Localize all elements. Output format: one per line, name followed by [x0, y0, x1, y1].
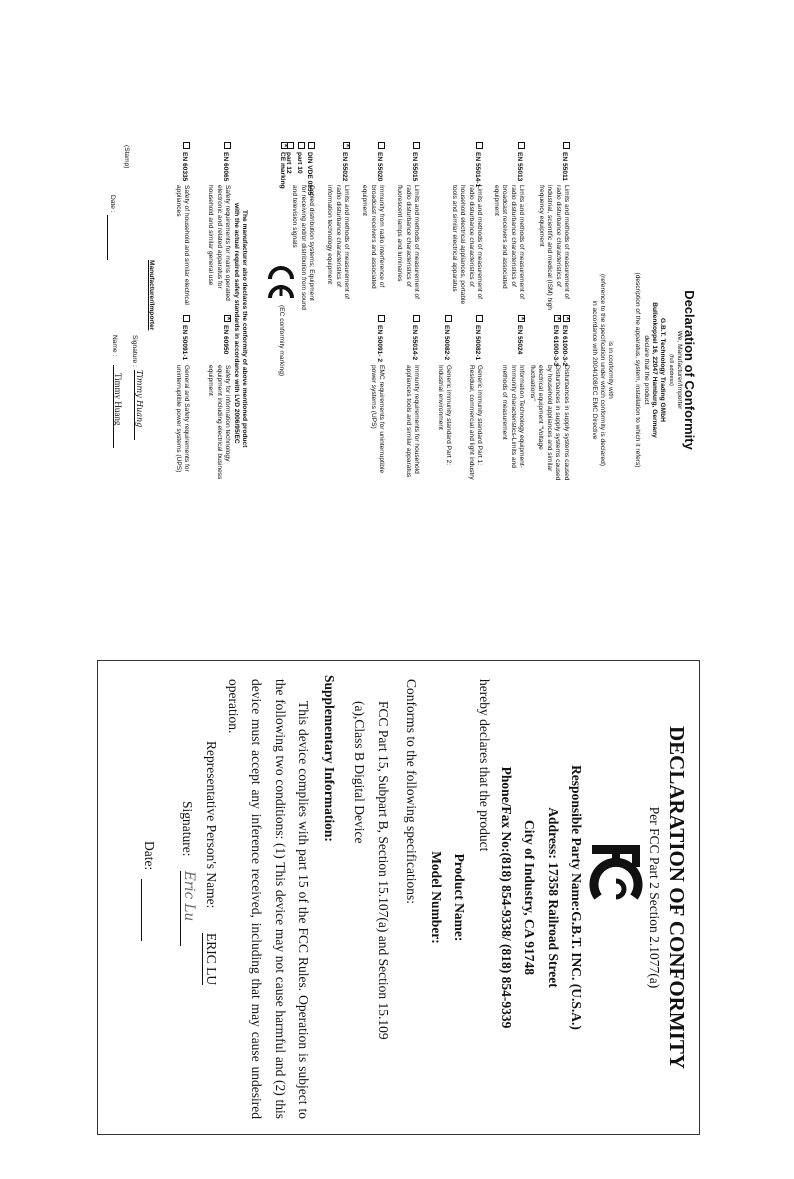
checkbox[interactable]	[476, 142, 483, 149]
standard-description: Generic immunity standard Part 1: Residual, commercial and light industry	[467, 365, 483, 480]
standard-label	[221, 142, 231, 181]
checkbox[interactable]	[413, 142, 420, 149]
standard-description: Disturbances in supply systems caused	[563, 365, 570, 481]
checkbox[interactable]	[281, 142, 288, 149]
checkbox[interactable]	[518, 142, 525, 149]
ce-address: Bullenkoppel 16, 22047 Hamburg, Germany	[651, 302, 658, 438]
ce-company: G.B.T. Technology Trading GMbH	[659, 318, 666, 422]
fcc-spec1: FCC Part 15, Subpart B, Section 15.107(a) and Section 15.109	[376, 701, 391, 1040]
standard-label	[410, 142, 420, 181]
ce-date-label: Date :	[109, 195, 116, 213]
checkbox[interactable]	[518, 315, 525, 322]
standard-code: EN 55024	[516, 325, 523, 355]
standard-code: EN 55022	[341, 152, 348, 182]
fcc-date-label: Date:	[142, 841, 157, 871]
standard-code: EN 50082-1	[474, 325, 481, 361]
ce-name: Timmy Huang	[113, 365, 122, 448]
standard-code: EN 60335	[181, 152, 188, 182]
standard-description: Limits and methods of measurement of radio disturbance characteristics of broadcast receivers and associated equipment	[493, 185, 525, 299]
ce-title: Declaration of Conformity	[682, 290, 697, 450]
ce-full-address: (full address)	[668, 354, 674, 386]
standard-description: Safety for information technology equipment including electrical business equipment	[207, 365, 231, 480]
standard-description: Limits and methods of measurement of radio disturbance characteristics of information technology equipment	[326, 185, 350, 299]
fcc-phone: Phone/Fax No:(818) 854-9338/ (818) 854-9339	[499, 766, 514, 1029]
ce-mark-logo	[267, 263, 295, 301]
standard-label	[221, 315, 231, 354]
standard-label	[278, 142, 288, 189]
checkbox[interactable]	[563, 315, 570, 322]
standard-label	[375, 142, 385, 181]
standard-code: EN 50091- 2	[376, 325, 383, 363]
ce-we: We, Manufacturer/Importer	[676, 330, 683, 410]
standard-code: part 10	[295, 152, 303, 174]
ce-declaration	[100, 130, 705, 610]
standard-description: Safety requirements for mains operated electronic and related apparatus for household and similar general use	[207, 185, 231, 301]
standard-code: EN 60065	[222, 152, 229, 182]
checkbox[interactable]	[378, 142, 385, 149]
ce-reference: (reference to the specification under which conformity is declared)	[599, 273, 606, 467]
ce-signature-label: Signature :	[131, 335, 138, 367]
fcc-subtitle: Per FCC Part 2 Section 2.1077(a)	[647, 806, 662, 989]
standard-description: Immunity requirements for household appliances tools and similar apparatus	[404, 365, 420, 478]
standard-description: Information Technology equipment-Immunity characteristics-Limits and methods of measurement	[501, 365, 525, 468]
standard-label	[180, 142, 190, 181]
ce-stamp: (Stamp)	[123, 145, 130, 169]
standard-code: EN 55015	[411, 152, 418, 182]
checkbox[interactable]	[343, 142, 350, 149]
standard-label	[180, 315, 190, 360]
checkbox[interactable]	[308, 142, 315, 149]
ce-mark-caption: (EC conformity marking)	[278, 305, 285, 377]
standard-description: General and Safety requirements for uninterruptible power systems (UPS)	[174, 365, 190, 473]
standard-code: part 12	[285, 152, 293, 174]
standard-code: CE marking	[279, 152, 286, 189]
fcc-supp-text: This device complies with part 15 of the FCC Rules. Operation is subject to the following two conditions: (1) This device may not cause harmful and (2) this device must accept any inference received, including that may cause undesired operation.	[226, 679, 311, 1119]
fcc-signature-label: Signature:	[180, 801, 195, 857]
standard-label	[375, 315, 385, 362]
standard-label	[473, 142, 483, 187]
checkbox[interactable]	[445, 315, 452, 322]
checkbox[interactable]	[413, 315, 420, 322]
standard-description: Immunity from radio interference of broadcast receivers and associated equipment	[361, 185, 385, 289]
fcc-party: Responsible Party Name:G.B.T. INC. (U.S.A.)	[569, 765, 584, 1030]
checkbox[interactable]	[183, 142, 190, 149]
fcc-conforms: Conforms to the following specifications:	[404, 679, 419, 904]
checkbox[interactable]	[298, 142, 305, 149]
standard-description: Limits and methods of measurement of radio disturbance characteristics of household electrical appliances, portable tools and similar electrical apparatus	[451, 185, 483, 305]
standard-code: EN 55011	[561, 152, 568, 181]
ce-accordance: in accordance with 2004/108/EC EMC Directive	[591, 300, 598, 440]
standard-label	[340, 142, 350, 181]
fcc-declaration	[97, 660, 700, 1135]
checkbox[interactable]	[378, 315, 385, 322]
fcc-logo	[588, 841, 644, 901]
standard-code: EN 61000-3-2	[561, 325, 568, 367]
standard-label	[410, 315, 420, 360]
standard-label	[442, 315, 452, 360]
standard-label	[515, 142, 525, 181]
ce-name-label: Name :	[111, 335, 118, 357]
standard-code: EN 60950	[222, 325, 229, 355]
fcc-hereby: hereby declares that the product	[477, 679, 492, 852]
standard-description: Cabled distribution systems; Equipment for receiving and/or distribution from sound and television signals	[291, 185, 315, 310]
standard-description: Limits and methods of measurement of radio disturbance characteristics of fluorescent lamps and luminaries	[396, 185, 420, 299]
checkbox[interactable]	[224, 315, 231, 322]
checkbox[interactable]	[224, 142, 231, 149]
fcc-spec2: (a),Class B Digital Device	[352, 701, 367, 844]
ce-signature: Timmy Huang	[134, 370, 143, 440]
fcc-date-field	[141, 879, 157, 941]
standard-code: EN 55013	[516, 152, 523, 182]
standard-code: EN 55014-1	[474, 152, 481, 188]
fcc-city: City of Industry, CA 91748	[522, 820, 537, 975]
checkbox[interactable]	[563, 142, 570, 149]
standard-label	[551, 315, 561, 366]
standard-description: Generic immunity standard Part 2: Industrial environment	[436, 365, 452, 466]
standard-label	[473, 315, 483, 360]
fcc-rep-label: Representative Person's Name:	[204, 741, 219, 909]
standard-code: EN 55020	[376, 152, 383, 182]
checkbox[interactable]	[183, 315, 190, 322]
ce-declares-line1: The manufacturer also declares the conformity of above mentioned product	[241, 210, 248, 448]
standard-code: EN 55014-2	[411, 325, 418, 361]
standard-code: EN 50082-2	[443, 325, 450, 361]
standard-label	[560, 142, 570, 181]
standard-description: EMC requirements for uninterruptible power systems (UPS)	[369, 365, 385, 474]
standard-label	[515, 315, 525, 354]
ce-date-field	[107, 215, 116, 260]
fcc-rep-name: ERIC LU	[204, 933, 219, 986]
ce-declares-line2: with the actual required safety standards in accordance with LVD 2006/95/EC	[233, 203, 240, 444]
fcc-supp-heading: Supplementary Information:	[322, 675, 337, 842]
standard-code: EN 61000-3-3	[552, 325, 559, 367]
fcc-product-name: Product Name:	[452, 853, 467, 942]
fcc-signature: Eric Lu	[180, 871, 197, 946]
standard-code: DIN VDE 0855	[306, 152, 313, 196]
standard-description: Limits and methods of measurement of radio disturbance characteristics of industrial, scientific and medical (ISM) high frequency equipment	[538, 185, 570, 310]
ce-declare: declare that the product	[643, 335, 650, 405]
ce-conformity: is in conformity with	[607, 341, 614, 399]
standard-description: Safety of household and similar electrical appliances	[174, 185, 190, 305]
standard-label	[560, 315, 570, 366]
fcc-model-number: Model Number:	[429, 851, 444, 944]
fcc-address: Address: 17358 Railroad Street	[546, 807, 561, 988]
standard-description: Disturbances in supply systems caused by household appliances and similar electrical equipment "Voltage fluctuations"	[529, 365, 561, 481]
checkbox[interactable]	[554, 315, 561, 322]
fcc-title: DECLARATION OF CONFORMITY	[665, 725, 689, 1069]
checkbox[interactable]	[287, 142, 294, 149]
ce-description: (description of the apparatus, system, installation to which it refers)	[634, 272, 641, 468]
checkbox[interactable]	[476, 315, 483, 322]
ce-manufacturer: Manufacturer/Importer	[148, 260, 155, 331]
standard-code: EN 50091-1	[181, 325, 188, 361]
